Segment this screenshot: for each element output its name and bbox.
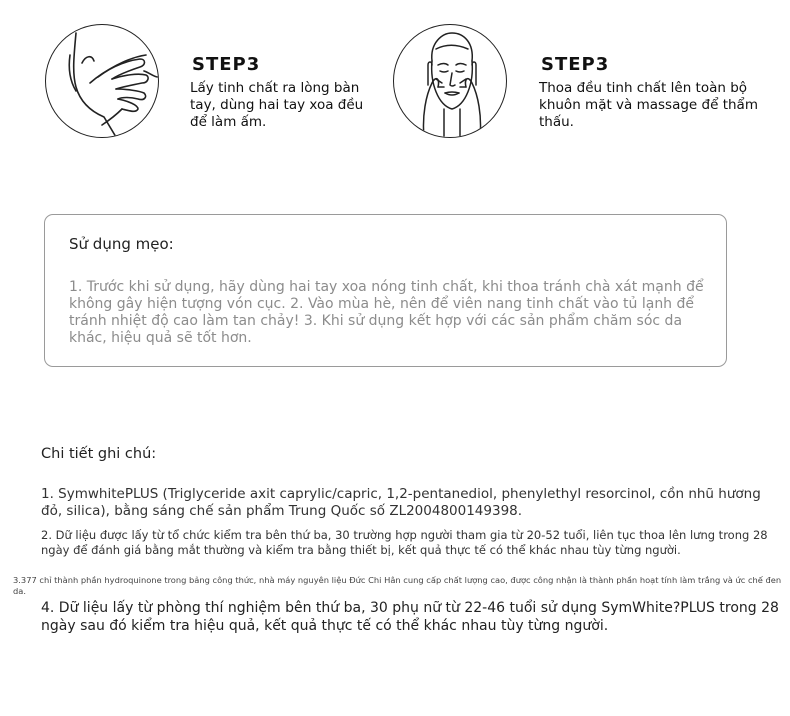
- step-title: STEP3: [192, 54, 261, 75]
- notes-title: Chi tiết ghi chú:: [41, 446, 157, 462]
- face-massage-icon: [393, 24, 507, 138]
- note-item: 3.377 chỉ thành phần hydroquinone trong bảng công thức, nhà máy nguyên liệu Đức Chi Hân cung cấp chất lượng cao, được công nhận là thành phần hoạt tính làm trắng và ức chế đen da.: [13, 575, 782, 596]
- step-description: Thoa đều tinh chất lên toàn bộ khuôn mặt và massage để thẩm thấu.: [539, 80, 758, 130]
- step-title: STEP3: [541, 54, 610, 75]
- note-item: 1. SymwhitePLUS (Triglyceride axit caprylic/capric, 1,2-pentanediol, phenylethyl resorcinol, cồn nhũ hương đỏ, silica), bằng sáng chế sản phẩm Trung Quốc số ZL2004800149398.: [41, 486, 761, 519]
- note-item: 2. Dữ liệu được lấy từ tổ chức kiểm tra bên thứ ba, 30 trường hợp người tham gia từ 20-52 tuổi, liên tục thoa lên lưng trong 28 ngày để đánh giá bằng mắt thường và kiểm tra bằng thiết bị, kết quả thực tế có thể khác nhau tùy từng người.: [41, 528, 768, 557]
- tips-box: [44, 214, 727, 367]
- tips-title: Sử dụng mẹo:: [69, 235, 174, 253]
- tips-body: 1. Trước khi sử dụng, hãy dùng hai tay xoa nóng tinh chất, khi thoa tránh chà xát mạnh để không gây hiện tượng vón cục. 2. Vào mùa hè, nên để viên nang tinh chất vào tủ lạnh để tránh nhiệt độ cao làm tan chảy! 3. Khi sử dụng kết hợp với các sản phẩm chăm sóc da khác, hiệu quả sẽ tốt hơn.: [69, 279, 704, 346]
- step-description: Lấy tinh chất ra lòng bàn tay, dùng hai tay xoa đều để làm ấm.: [190, 80, 364, 130]
- hands-rubbing-icon: [45, 24, 159, 138]
- note-item: 4. Dữ liệu lấy từ phòng thí nghiệm bên thứ ba, 30 phụ nữ từ 22-46 tuổi sử dụng SymWhite?PLUS trong 28 ngày sau đó kiểm tra hiệu quả, kết quả thực tế có thể khác nhau tùy từng người.: [41, 600, 779, 634]
